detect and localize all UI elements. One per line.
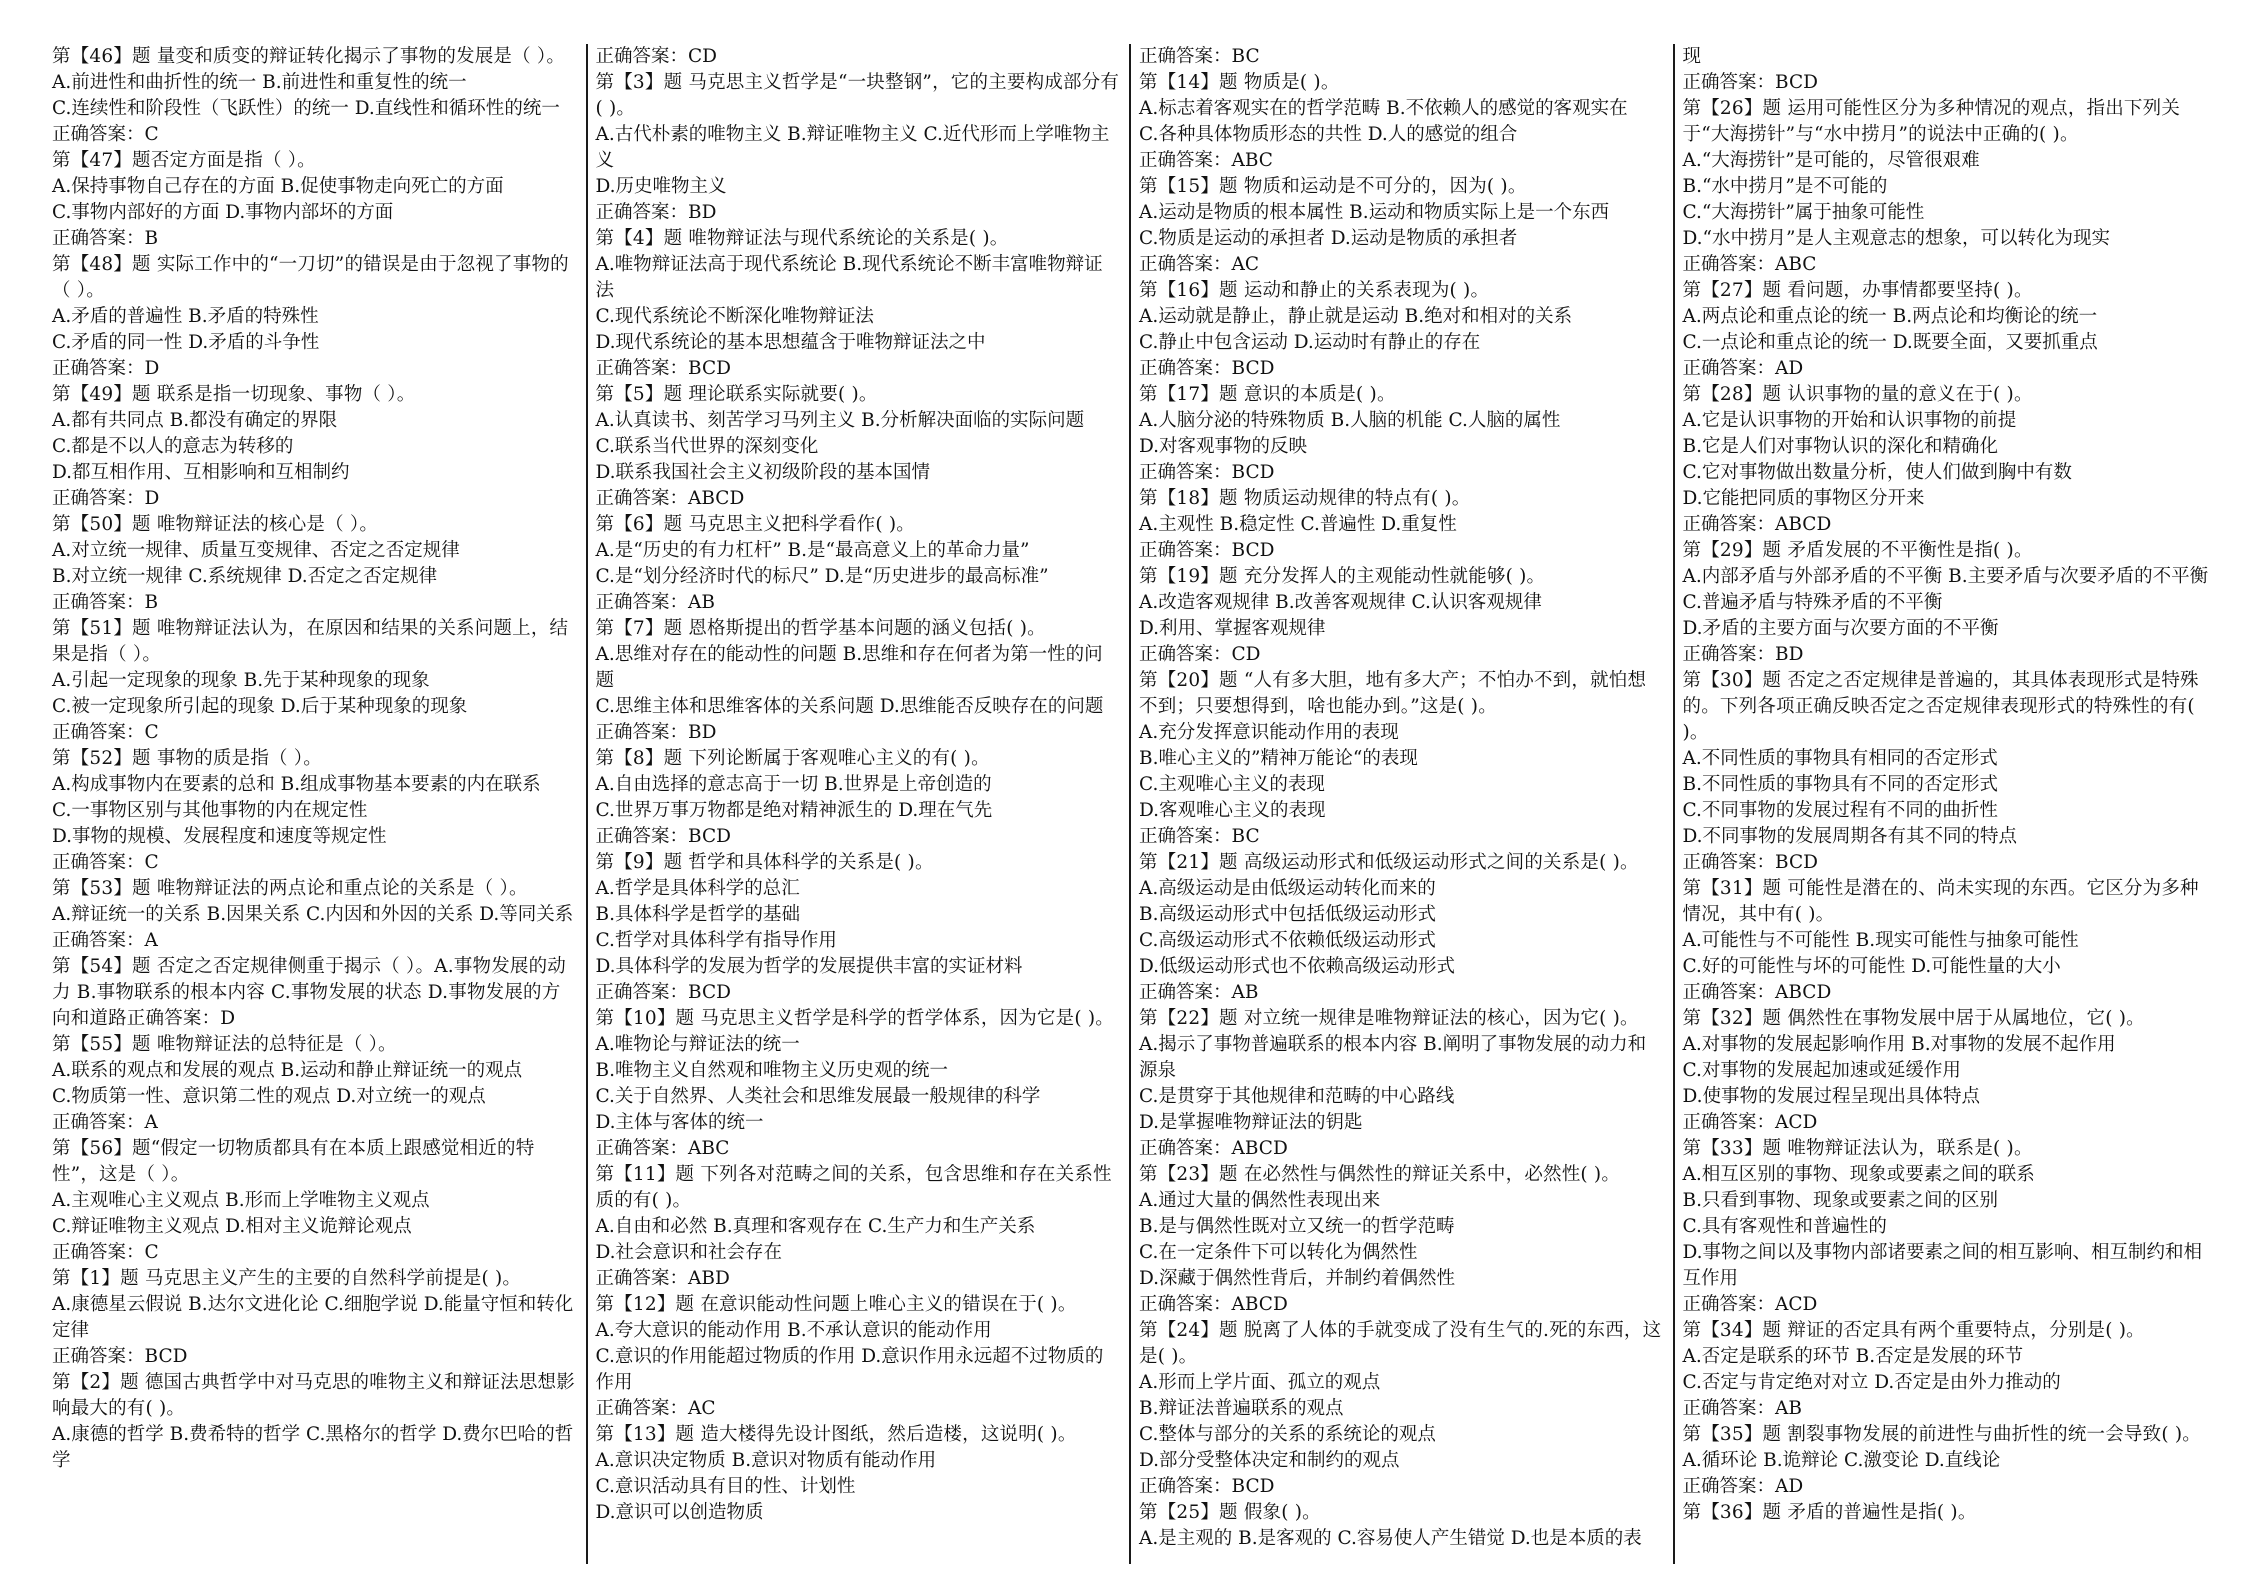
option-line: C.关于自然界、人类社会和思维发展最一般规律的科学: [595, 1086, 1041, 1107]
question-line: 第【5】题 理论联系实际就要( )。: [595, 384, 878, 405]
option-line: D.利用、掌握客观规律: [1139, 618, 1326, 639]
option-line: A.人脑分泌的特殊物质 B.人脑的机能 C.人脑的属性: [1139, 410, 1561, 431]
option-line: C.在一定条件下可以转化为偶然性: [1139, 1242, 1418, 1263]
option-line: B.是与偶然性既对立又统一的哲学范畴: [1139, 1216, 1455, 1237]
option-line: A.标志着客观实在的哲学范畴 B.不依赖人的感觉的客观实在: [1139, 98, 1628, 119]
option-line: A.哲学是具体科学的总汇: [595, 878, 800, 899]
question-line: 第【25】题 假象( )。: [1139, 1502, 1321, 1523]
option-line: A.联系的观点和发展的观点 B.运动和静止辩证统一的观点: [52, 1060, 523, 1081]
question-line: 第【4】题 唯物辩证法与现代系统论的关系是( )。: [595, 228, 1009, 249]
answer-line: 正确答案：ABC: [1682, 254, 1817, 275]
option-line: A.相互区别的事物、现象或要素之间的联系: [1682, 1164, 2035, 1185]
option-line: A.认真读书、刻苦学习马列主义 B.分析解决面临的实际问题: [595, 410, 1085, 431]
option-line: A.它是认识事物的开始和认识事物的前提: [1682, 410, 2017, 431]
option-line: C.好的可能性与坏的可能性 D.可能性量的大小: [1682, 956, 2061, 977]
answer-line: 正确答案：BCD: [1139, 540, 1275, 561]
answer-line: 正确答案：B: [52, 228, 159, 249]
question-line: 第【8】题 下列论断属于客观唯心主义的有( )。: [595, 748, 990, 769]
answer-line: 正确答案：AD: [1682, 1476, 1804, 1497]
option-line: D.是掌握唯物辩证法的钥匙: [1139, 1112, 1363, 1133]
answer-line: 正确答案：C: [52, 1242, 159, 1263]
answer-line: 正确答案：D: [52, 488, 160, 509]
option-line: D.历史唯物主义: [595, 176, 727, 197]
question-line: 第【48】题 实际工作中的“一刀切”的错误是由于忽视了事物的（ ）。: [52, 254, 569, 301]
option-line: D.主体与客体的统一: [595, 1112, 764, 1133]
option-line: D.意识可以创造物质: [595, 1502, 764, 1523]
question-line: 第【27】题 看问题，办事情都要坚持( )。: [1682, 280, 2033, 301]
option-line: C.世界万事万物都是绝对精神派生的 D.理在气先: [595, 800, 993, 821]
question-line: 第【56】题“假定一切物质都具有在本质上跟感觉相近的特性”，这是（ ）。: [52, 1138, 535, 1185]
option-line: A.唯物论与辩证法的统一: [595, 1034, 800, 1055]
question-line: 第【3】题 马克思主义哲学是“一块整钢”，它的主要构成部分有( )。: [595, 72, 1120, 119]
option-line: C.思维主体和思维客体的关系问题 D.思维能否反映存在的问题: [595, 696, 1104, 717]
option-line: C.被一定现象所引起的现象 D.后于某种现象的现象: [52, 696, 468, 717]
question-line: 第【53】题 唯物辩证法的两点论和重点论的关系是（ ）。: [52, 878, 528, 899]
question-line: 第【28】题 认识事物的量的意义在于( )。: [1682, 384, 2033, 405]
option-line: D.事物之间以及事物内部诸要素之间的相互影响、相互制约和相互作用: [1682, 1242, 2203, 1289]
option-line: A.引起一定现象的现象 B.先于某种现象的现象: [52, 670, 430, 691]
answer-line: 正确答案：BCD: [1682, 852, 1818, 873]
answer-line: 正确答案：AB: [595, 592, 715, 613]
option-line: C.一点论和重点论的统一 D.既要全面，又要抓重点: [1682, 332, 2098, 353]
option-line: A.内部矛盾与外部矛盾的不平衡 B.主要矛盾与次要矛盾的不平衡: [1682, 566, 2209, 587]
question-line: 第【22】题 对立统一规律是唯物辩证法的核心，因为它( )。: [1139, 1008, 1639, 1029]
option-line: C.物质第一性、意识第二性的观点 D.对立统一的观点: [52, 1086, 486, 1107]
question-line: 第【12】题 在意识能动性问题上唯心主义的错误在于( )。: [595, 1294, 1077, 1315]
question-line: 第【7】题 恩格斯提出的哲学基本问题的涵义包括( )。: [595, 618, 1046, 639]
option-line: D.使事物的发展过程呈现出具体特点: [1682, 1086, 1981, 1107]
option-line: C.它对事物做出数量分析，使人们做到胸中有数: [1682, 462, 2072, 483]
answer-line: 正确答案：A: [52, 930, 158, 951]
option-line: C.整体与部分的关系的系统论的观点: [1139, 1424, 1436, 1445]
option-line: A.循环论 B.诡辩论 C.激变论 D.直线论: [1682, 1450, 2001, 1471]
answer-line: 正确答案：C: [52, 124, 159, 145]
option-line: B.对立统一规律 C.系统规律 D.否定之否定规律: [52, 566, 438, 587]
answer-line: 正确答案：AB: [1139, 982, 1259, 1003]
option-line: C.对事物的发展起加速或延缓作用: [1682, 1060, 1961, 1081]
option-line: D.联系我国社会主义初级阶段的基本国情: [595, 462, 931, 483]
question-line: 第【16】题 运动和静止的关系表现为( )。: [1139, 280, 1490, 301]
option-line: D.低级运动形式也不依赖高级运动形式: [1139, 956, 1456, 977]
option-line: C.意识活动具有目的性、计划性: [595, 1476, 856, 1497]
option-line: B.只看到事物、现象或要素之间的区别: [1682, 1190, 1998, 1211]
answer-line: 正确答案：BCD: [595, 982, 731, 1003]
question-line: 第【17】题 意识的本质是( )。: [1139, 384, 1396, 405]
option-line: D.社会意识和社会存在: [595, 1242, 783, 1263]
question-line: 第【26】题 运用可能性区分为多种情况的观点，指出下列关于“大海捞针”与“水中捞月”的说法中正确的( )。: [1682, 98, 2181, 145]
option-line: 现: [1682, 46, 1702, 67]
option-line: A.康德星云假说 B.达尔文进化论 C.细胞学说 D.能量守恒和转化定律: [52, 1294, 574, 1341]
option-line: A.揭示了事物普遍联系的根本内容 B.阐明了事物发展的动力和源泉: [1139, 1034, 1647, 1081]
option-line: A.运动是物质的根本属性 B.运动和物质实际上是一个东西: [1139, 202, 1610, 223]
answer-line: 正确答案：BCD: [1139, 358, 1275, 379]
option-line: A.充分发挥意识能动作用的表现: [1139, 722, 1399, 743]
question-line: 第【35】题 割裂事物发展的前进性与曲折性的统一会导致( )。: [1682, 1424, 2201, 1445]
option-line: C.哲学对具体科学有指导作用: [595, 930, 837, 951]
option-line: D.“水中捞月”是人主观意志的想象，可以转化为现实: [1682, 228, 2110, 249]
option-line: C.高级运动形式不依赖低级运动形式: [1139, 930, 1436, 951]
question-line: 第【15】题 物质和运动是不可分的，因为( )。: [1139, 176, 1527, 197]
option-line: B.它是人们对事物认识的深化和精确化: [1682, 436, 1998, 457]
answer-line: 正确答案：BCD: [1139, 462, 1275, 483]
option-line: D.部分受整体决定和制约的观点: [1139, 1450, 1400, 1471]
option-line: A.唯物辩证法高于现代系统论 B.现代系统论不断丰富唯物辩证法: [595, 254, 1103, 301]
question-line: 第【9】题 哲学和具体科学的关系是( )。: [595, 852, 934, 873]
option-line: A.高级运动是由低级运动转化而来的: [1139, 878, 1436, 899]
option-line: A.形而上学片面、孤立的观点: [1139, 1372, 1381, 1393]
answer-line: 正确答案：BCD: [1682, 72, 1818, 93]
answer-line: 正确答案：AC: [1139, 254, 1260, 275]
option-line: A.通过大量的偶然性表现出来: [1139, 1190, 1381, 1211]
question-line: 第【54】题 否定之否定规律侧重于揭示（ ）。A.事物发展的动力 B.事物联系的根本内容 C.事物发展的状态 D.事物发展的方向和道路正确答案：D: [52, 956, 566, 1029]
question-line: 第【10】题 马克思主义哲学是科学的哲学体系，因为它是( )。: [595, 1008, 1114, 1029]
question-line: 第【21】题 高级运动形式和低级运动形式之间的关系是( )。: [1139, 852, 1639, 873]
answer-line: 正确答案：ABD: [595, 1268, 730, 1289]
option-line: A.夸大意识的能动作用 B.不承认意识的能动作用: [595, 1320, 992, 1341]
question-line: 第【34】题 辩证的否定具有两个重要特点，分别是( )。: [1682, 1320, 2145, 1341]
option-line: A.康德的哲学 B.费希特的哲学 C.黑格尔的哲学 D.费尔巴哈的哲学: [52, 1424, 574, 1471]
option-line: A.主观性 B.稳定性 C.普遍性 D.重复性: [1139, 514, 1457, 535]
option-line: A.否定是联系的环节 B.否定是发展的环节: [1682, 1346, 2024, 1367]
answer-line: 正确答案：A: [52, 1112, 158, 1133]
question-line: 第【31】题 可能性是潜在的、尚未实现的东西。它区分为多种情况，其中有( )。: [1682, 878, 2199, 925]
option-line: A.对事物的发展起影响作用 B.对事物的发展不起作用: [1682, 1034, 2116, 1055]
option-line: B.具体科学是哲学的基础: [595, 904, 800, 925]
option-line: A.构成事物内在要素的总和 B.组成事物基本要素的内在联系: [52, 774, 541, 795]
option-line: D.它能把同质的事物区分开来: [1682, 488, 1925, 509]
question-line: 第【2】题 德国古典哲学中对马克思的唯物主义和辩证法思想影响最大的有( )。: [52, 1372, 575, 1419]
option-line: C.具有客观性和普遍性的: [1682, 1216, 1887, 1237]
option-line: A.改造客观规律 B.改善客观规律 C.认识客观规律: [1139, 592, 1542, 613]
answer-line: 正确答案：BC: [1139, 46, 1260, 67]
answer-line: 正确答案：BD: [595, 722, 717, 743]
answer-line: 正确答案：AC: [595, 1398, 716, 1419]
text-column-2: [588, 44, 1132, 1564]
question-line: 第【33】题 唯物辩证法认为，联系是( )。: [1682, 1138, 2033, 1159]
question-line: 第【23】题 在必然性与偶然性的辩证关系中，必然性( )。: [1139, 1164, 1621, 1185]
question-line: 第【55】题 唯物辩证法的总特征是（ ）。: [52, 1034, 397, 1055]
question-line: 第【19】题 充分发挥人的主观能动性就能够( )。: [1139, 566, 1546, 587]
question-line: 第【30】题 否定之否定规律是普遍的，其具体表现形式是特殊的。下列各项正确反映否定之否定规律表现形式的特殊性的有( )。: [1682, 670, 2199, 743]
answer-line: 正确答案：ACD: [1682, 1294, 1818, 1315]
option-line: B.不同性质的事物具有不同的否定形式: [1682, 774, 1998, 795]
text-column-4: [1675, 44, 2219, 1564]
option-line: A.对立统一规律、质量互变规律、否定之否定规律: [52, 540, 460, 561]
option-line: A.前进性和曲折性的统一 B.前进性和重复性的统一: [52, 72, 467, 93]
question-line: 第【18】题 物质运动规律的特点有( )。: [1139, 488, 1471, 509]
question-line: 第【29】题 矛盾发展的不平衡性是指( )。: [1682, 540, 2033, 561]
option-line: A.保持事物自己存在的方面 B.促使事物走向死亡的方面: [52, 176, 504, 197]
option-line: C.是“划分经济时代的标尺” D.是“历史进步的最高标准”: [595, 566, 1049, 587]
answer-line: 正确答案：C: [52, 722, 159, 743]
answer-line: 正确答案：D: [52, 358, 160, 379]
option-line: A.古代朴素的唯物主义 B.辩证唯物主义 C.近代形而上学唯物主义: [595, 124, 1110, 171]
question-line: 第【36】题 矛盾的普遍性是指( )。: [1682, 1502, 1977, 1523]
option-line: C.静止中包含运动 D.运动时有静止的存在: [1139, 332, 1481, 353]
option-line: A.辩证统一的关系 B.因果关系 C.内因和外因的关系 D.等同关系: [52, 904, 574, 925]
option-line: A.自由选择的意志高于一切 B.世界是上帝创造的: [595, 774, 992, 795]
question-line: 第【32】题 偶然性在事物发展中居于从属地位，它( )。: [1682, 1008, 2145, 1029]
option-line: D.矛盾的主要方面与次要方面的不平衡: [1682, 618, 1999, 639]
answer-line: 正确答案：ABCD: [1139, 1294, 1288, 1315]
option-line: D.对客观事物的反映: [1139, 436, 1308, 457]
answer-line: 正确答案：ABC: [595, 1138, 730, 1159]
answer-line: 正确答案：ABCD: [595, 488, 745, 509]
option-line: D.深藏于偶然性背后，并制约着偶然性: [1139, 1268, 1456, 1289]
option-line: A.都有共同点 B.都没有确定的界限: [52, 410, 338, 431]
option-line: A.矛盾的普遍性 B.矛盾的特殊性: [52, 306, 319, 327]
option-line: C.主观唯心主义的表现: [1139, 774, 1325, 795]
answer-line: 正确答案：ABC: [1139, 150, 1273, 171]
option-line: C.普遍矛盾与特殊矛盾的不平衡: [1682, 592, 1943, 613]
answer-line: 正确答案：BCD: [52, 1346, 188, 1367]
answer-line: 正确答案：ABCD: [1682, 514, 1832, 535]
option-line: D.具体科学的发展为哲学的发展提供丰富的实证材料: [595, 956, 1023, 977]
option-line: D.客观唯心主义的表现: [1139, 800, 1326, 821]
option-line: C.矛盾的同一性 D.矛盾的斗争性: [52, 332, 320, 353]
question-line: 第【52】题 事物的质是指（ ）。: [52, 748, 322, 769]
question-line: 第【13】题 造大楼得先设计图纸，然后造楼，这说明( )。: [595, 1424, 1077, 1445]
question-line: 第【50】题 唯物辩证法的核心是（ ）。: [52, 514, 379, 535]
question-line: 第【51】题 唯物辩证法认为，在原因和结果的关系问题上，结果是指（ ）。: [52, 618, 569, 665]
answer-line: 正确答案：BCD: [595, 358, 731, 379]
option-line: C.物质是运动的承担者 D.运动是物质的承担者: [1139, 228, 1518, 249]
column-container: [44, 44, 2218, 1564]
text-column-1: [44, 44, 588, 1564]
option-line: A.两点论和重点论的统一 B.两点论和均衡论的统一: [1682, 306, 2098, 327]
question-line: 第【11】题 下列各对范畴之间的关系，包含思维和存在关系性质的有( )。: [595, 1164, 1112, 1211]
question-line: 第【24】题 脱离了人体的手就变成了没有生气的.死的东西，这是( )。: [1139, 1320, 1662, 1367]
option-line: C.现代系统论不断深化唯物辩证法: [595, 306, 874, 327]
option-line: B.“水中捞月”是不可能的: [1682, 176, 1888, 197]
answer-line: 正确答案：B: [52, 592, 159, 613]
option-line: A.是主观的 B.是客观的 C.容易使人产生错觉 D.也是本质的表: [1139, 1528, 1642, 1549]
option-line: A.运动就是静止，静止就是运动 B.绝对和相对的关系: [1139, 306, 1573, 327]
option-line: C.意识的作用能超过物质的作用 D.意识作用永远超不过物质的作用: [595, 1346, 1104, 1393]
option-line: B.高级运动形式中包括低级运动形式: [1139, 904, 1436, 925]
option-line: C.“大海捞针”属于抽象可能性: [1682, 202, 1925, 223]
option-line: B.唯心主义的”精神万能论“的表现: [1139, 748, 1418, 769]
question-line: 第【20】题 “人有多大胆，地有多大产；不怕办不到，就怕想不到；只要想得到，啥也能办到。”这是( )。: [1139, 670, 1647, 717]
answer-line: 正确答案：BC: [1139, 826, 1260, 847]
answer-line: 正确答案：BCD: [1139, 1476, 1275, 1497]
answer-line: 正确答案：BD: [595, 202, 717, 223]
question-line: 第【6】题 马克思主义把科学看作( )。: [595, 514, 915, 535]
option-line: C.连续性和阶段性（飞跃性）的统一 D.直线性和循环性的统一: [52, 98, 560, 119]
option-line: D.不同事物的发展周期各有其不同的特点: [1682, 826, 2018, 847]
text-column-3: [1131, 44, 1675, 1564]
question-line: 第【14】题 物质是( )。: [1139, 72, 1340, 93]
answer-line: 正确答案：C: [52, 852, 159, 873]
answer-line: 正确答案：BCD: [595, 826, 731, 847]
option-line: A.是“历史的有力杠杆” B.是“最高意义上的革命力量”: [595, 540, 1030, 561]
option-line: D.事物的规模、发展程度和速度等规定性: [52, 826, 387, 847]
option-line: C.联系当代世界的深刻变化: [595, 436, 819, 457]
answer-line: 正确答案：BD: [1682, 644, 1804, 665]
answer-line: 正确答案：CD: [595, 46, 717, 67]
option-line: C.否定与肯定绝对对立 D.否定是由外力推动的: [1682, 1372, 2061, 1393]
option-line: C.是贯穿于其他规律和范畴的中心路线: [1139, 1086, 1455, 1107]
option-line: C.辩证唯物主义观点 D.相对主义诡辩论观点: [52, 1216, 412, 1237]
question-line: 第【47】题否定方面是指（ ）。: [52, 150, 316, 171]
option-line: A.思维对存在的能动性的问题 B.思维和存在何者为第一性的问题: [595, 644, 1103, 691]
option-line: C.都是不以人的意志为转移的: [52, 436, 294, 457]
question-line: 第【49】题 联系是指一切现象、事物（ ）。: [52, 384, 416, 405]
option-line: D.都互相作用、互相影响和互相制约: [52, 462, 350, 483]
answer-line: 正确答案：AB: [1682, 1398, 1802, 1419]
option-line: B.唯物主义自然观和唯物主义历史观的统一: [595, 1060, 948, 1081]
question-line: 第【46】题 量变和质变的辩证转化揭示了事物的发展是（ ）。: [52, 46, 566, 67]
answer-line: 正确答案：ABCD: [1682, 982, 1832, 1003]
option-line: B.辩证法普遍联系的观点: [1139, 1398, 1344, 1419]
option-line: A.主观唯心主义观点 B.形而上学唯物主义观点: [52, 1190, 430, 1211]
answer-line: 正确答案：ACD: [1682, 1112, 1818, 1133]
option-line: C.不同事物的发展过程有不同的曲折性: [1682, 800, 1998, 821]
option-line: D.现代系统论的基本思想蕴含于唯物辩证法之中: [595, 332, 986, 353]
answer-line: 正确答案：ABCD: [1139, 1138, 1288, 1159]
option-line: A.“大海捞针”是可能的，尽管很艰难: [1682, 150, 1980, 171]
option-line: A.可能性与不可能性 B.现实可能性与抽象可能性: [1682, 930, 2079, 951]
option-line: A.自由和必然 B.真理和客观存在 C.生产力和生产关系: [595, 1216, 1036, 1237]
option-line: C.事物内部好的方面 D.事物内部坏的方面: [52, 202, 394, 223]
option-line: C.一事物区别与其他事物的内在规定性: [52, 800, 368, 821]
answer-line: 正确答案：AD: [1682, 358, 1804, 379]
option-line: A.不同性质的事物具有相同的否定形式: [1682, 748, 1998, 769]
answer-line: 正确答案：CD: [1139, 644, 1261, 665]
question-line: 第【1】题 马克思主义产生的主要的自然科学前提是( )。: [52, 1268, 522, 1289]
option-line: C.各种具体物质形态的共性 D.人的感觉的组合: [1139, 124, 1518, 145]
option-line: A.意识决定物质 B.意识对物质有能动作用: [595, 1450, 937, 1471]
